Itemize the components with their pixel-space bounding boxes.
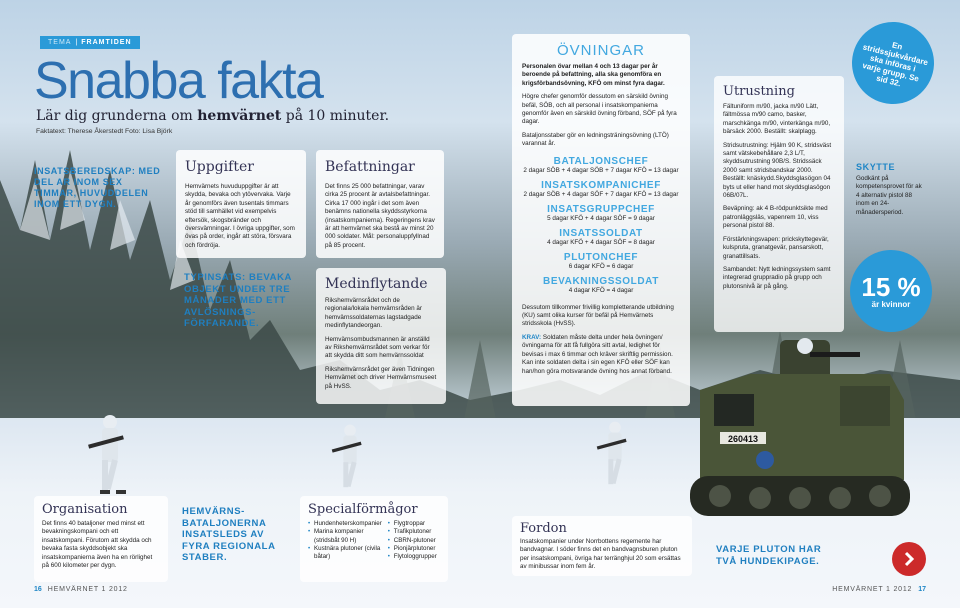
fordon-text: Insatskompanier under Norrbottens regemente har bandvagnar. I söder finns det en bandvagnsburen pluton per insatskompani, övriga har terränghjul 20 som ersättas av minibussar inom fem år. (520, 538, 681, 571)
list-item: • Flytologgrupper (388, 553, 440, 561)
skytte-text: Godkänt på kompetensprovet för ak 4 alternativ pistol 88 inom en 24-månadersperiod. (856, 175, 922, 216)
rank-title: BEVAKNINGSSOLDAT (543, 275, 659, 287)
rank-line: 4 dagar KFÖ = 4 dagar (568, 286, 634, 294)
credit-line: Faktatext: Therese Åkerstedt Foto: Lisa Björk (36, 128, 173, 135)
ovningar-text-2: Högre chefer genomför dessutom en särskild övning befäl, SÖB, och all personal i insatskompanierna genomför även en särskild övning förband, SÖF på fyra dagar. (522, 93, 677, 126)
section-tag-prefix: TEMA (48, 39, 72, 46)
rank-title: BATALJONSCHEF (553, 155, 649, 167)
hemvarns-callout: HEMVÄRNS-BATALJONERNA INSATSLEDS AV FYRA REGIONALA STABER. (182, 506, 276, 563)
medinflytande-text-3: Rikshemvärnsrådet ger även Tidningen Hemvärnet och driver Hemvärnsmuseet på HvSS. (325, 365, 437, 390)
uppgifter-text: Hemvärnets huvuduppgifter är att skydda, bevaka och ytövervaka. Varje år genomförs även tusentals timmars stöd till samhället vid exempelvis eftersök, skogsbränder och översvämningar. I övriga uppgifter, som övas på order, ingår att störa, försvara och fördröja. (185, 183, 295, 249)
rank-line: 2 dagar SÖB + 4 dagar SÖB + 7 dagar KFÖ = 13 dagar (523, 166, 679, 174)
vehicle-plate: 260413 (727, 434, 759, 444)
stridssjukvardare-badge (843, 13, 942, 112)
utrustning-text-4: Förstärkningsvapen: prickskyttegevär, kulspruta, granatgevär, pansarskott, granattillsats. (723, 235, 829, 260)
rank-line: 4 dagar KFÖ + 4 dagar SÖF = 8 dagar (547, 238, 655, 246)
utrustning-text-1: Fältuniform m/90, jacka m/90 Lätt, fältmössa m/90 camo, basker, marschkänga m/90, vinterkänga m/90, bärsäck 2000. Beställt: skalplagg. (723, 103, 831, 136)
list-item: • Marina kompanier (stridsbåt 90 H) (308, 528, 382, 545)
ovningar-intro: Personalen övar mellan 4 och 13 dagar per år beroende på befattning, alla ska genomföra en krigsförbandsövning, KFÖ om minst fyra dagar. (522, 63, 665, 87)
specialformagor-title: Specialförmågor (308, 502, 418, 517)
page-title: Snabba fakta (34, 52, 323, 110)
typinsats-callout: TYPINSATS: BEVAKA OBJEKT UNDER TRE MÅNADER MED ETT AVLÖSNINGS-FÖRFARANDE. (184, 272, 292, 329)
organisation-text: Det finns 40 bataljoner med minst ett bevakningskompani och ett insatskompani. Förutom att skydda och bevaka fasta skyddsobjekt ska insatskompanierna även ha en rörlighet på 600 kilometer per dygn. (42, 520, 153, 570)
list-item: • Pionjärplutoner (388, 545, 440, 553)
ovningar-after: Dessutom tillkommer frivillig kompletterande utbildning (KU) samt olika kurser för befäl på Hemvärnets stridsskola (HvSS). (522, 303, 674, 328)
rank-title: INSATSKOMPANICHEF (541, 179, 661, 191)
badge-text: En stridssjukvårdare ska införas i varje grupp. Se sid 32. (861, 39, 929, 88)
chevron-right-icon (901, 551, 917, 567)
insatsberedskap-callout: INSATSBEREDSKAP: MED DEL AR INOM SEX TIMMAR, HUVUDDELEN INOM ETT DYGN. (34, 166, 161, 209)
utrustning-text-3: Beväpning: ak 4 B-rödpunktsikte med patronläggsläs, vapenrem 10, viss personal pistol 88. (723, 205, 828, 230)
utrustning-panel (714, 76, 844, 332)
medinflytande-title: Medinflytande (325, 276, 428, 292)
list-item: • Hundenheterskompanier (308, 520, 382, 528)
list-item: • Trafikplutoner (388, 528, 440, 536)
organisation-title: Organisation (42, 502, 128, 517)
befattningar-panel (316, 150, 444, 258)
fordon-panel (512, 516, 692, 576)
rank-line: 5 dagar KFÖ + 4 dagar SÖF = 9 dagar (547, 214, 655, 222)
rank-line: 2 dagar SÖB + 4 dagar SÖF + 7 dagar KFÖ = 13 dagar (523, 190, 679, 198)
ovningar-text-3: Bataljonsstaber gör en ledningsträningsövning (LTÖ) varannat år. (522, 131, 669, 148)
list-item: • Flygtroppar (388, 520, 440, 528)
page-number-right: 17 (918, 586, 926, 593)
soldier-figure-2 (325, 418, 375, 498)
rank-title: PLUTONCHEF (563, 251, 639, 263)
rank-title: INSATSSOLDAT (559, 227, 643, 239)
list-item: • Kustnära plutoner (civila båtar) (308, 545, 382, 562)
ovningar-panel (512, 34, 690, 406)
page-subtitle: Lär dig grunderna om hemvärnet på 10 minuter. (36, 108, 390, 124)
utrustning-title: Utrustning (723, 84, 795, 99)
soldier-figure-3 (590, 415, 640, 495)
rank-title: INSATSGRUPPCHEF (547, 203, 655, 215)
uppgifter-panel (176, 150, 306, 258)
varje-pluton-callout: VARJE PLUTON HAR TVÅ HUNDEKIPAGE. (716, 544, 822, 567)
magazine-name-left: HEMVÄRNET 1 2012 (47, 586, 128, 593)
women-share-badge (850, 250, 932, 332)
specialformagor-panel (300, 496, 448, 582)
rank-line: 6 dagar KFÖ = 6 dagar (568, 262, 634, 270)
skytte-box (856, 162, 926, 217)
specialformagor-list-2 (388, 520, 440, 561)
section-tag-label: FRAMTIDEN (81, 39, 132, 46)
next-page-button[interactable] (892, 542, 926, 576)
women-label: är kvinnor (871, 299, 911, 309)
ovningar-krav: KRAV: Soldaten måste delta under hela övningen/övningarna för att få fullgöra sitt avtal, ledighet för bevisas i max 6 timmar och kräver skriftlig permission. Kan inte soldaten delta i sin egen KFÖ eller SÖF kan han/hon göra motsvarande övning hos annat förband. (522, 333, 673, 375)
magazine-name-right: HEMVÄRNET 1 2012 (832, 586, 913, 593)
footer-left (34, 586, 128, 593)
page-number-left: 16 (34, 586, 42, 593)
befattningar-title: Befattningar (325, 159, 415, 175)
women-percentage: 15 % (861, 271, 921, 302)
medinflytande-panel (316, 268, 446, 404)
skytte-title: SKYTTE (856, 162, 896, 172)
ovningar-title: ÖVNINGAR (556, 42, 645, 59)
specialformagor-list-1 (308, 520, 382, 561)
utrustning-text-5: Sambandet: Nytt ledningssystem samt integrerad gruppradio på grupp och plutonsnivå är på gång. (723, 265, 831, 290)
section-tag: TEMA | FRAMTIDEN (40, 36, 140, 49)
medinflytande-text-1: Rikshemvärnsrådet och de regionala/lokala hemvärnsråden är hemvärnssoldaternas lagstadgade medinflytandeorgan. (325, 297, 422, 330)
befattningar-text: Det finns 25 000 befattningar, varav cirka 25 procent är avtalsbefattningar. Cirka 17 000 ingår i det som även benämns nationella skyddsstyrkorna (insatskompanierna). Regeringens krav är att hemvärnet ska bestå av minst 20 000 soldater. Mål: personaluppfyllnad på 85 procent. (325, 183, 435, 249)
soldier-figure-1 (80, 410, 140, 500)
fordon-title: Fordon (520, 521, 567, 536)
tracked-vehicle (690, 330, 910, 530)
medinflytande-text-2: Hemvärnsombudsmannen är anställd av Rikshemvärnsrådet som verkar för att skydda ditt som hemvärnssoldat (325, 335, 430, 360)
uppgifter-title: Uppgifter (185, 159, 254, 175)
utrustning-text-2: Stridsutrustning: Hjälm 90 K, stridsväst samt vätskebehållare 2,3 L/T, skyddsutrustning 90B/S. Stridssäck 2000 samt stridsbandskar 2000. Beställt: knäskydd.Skyddsglasögon 04 byts ut eller hand mot skyddsglasögon 06B/07L. (723, 141, 832, 200)
list-item: • CBRN-plutoner (388, 537, 440, 545)
footer-right (832, 586, 926, 593)
organisation-panel (34, 496, 168, 582)
